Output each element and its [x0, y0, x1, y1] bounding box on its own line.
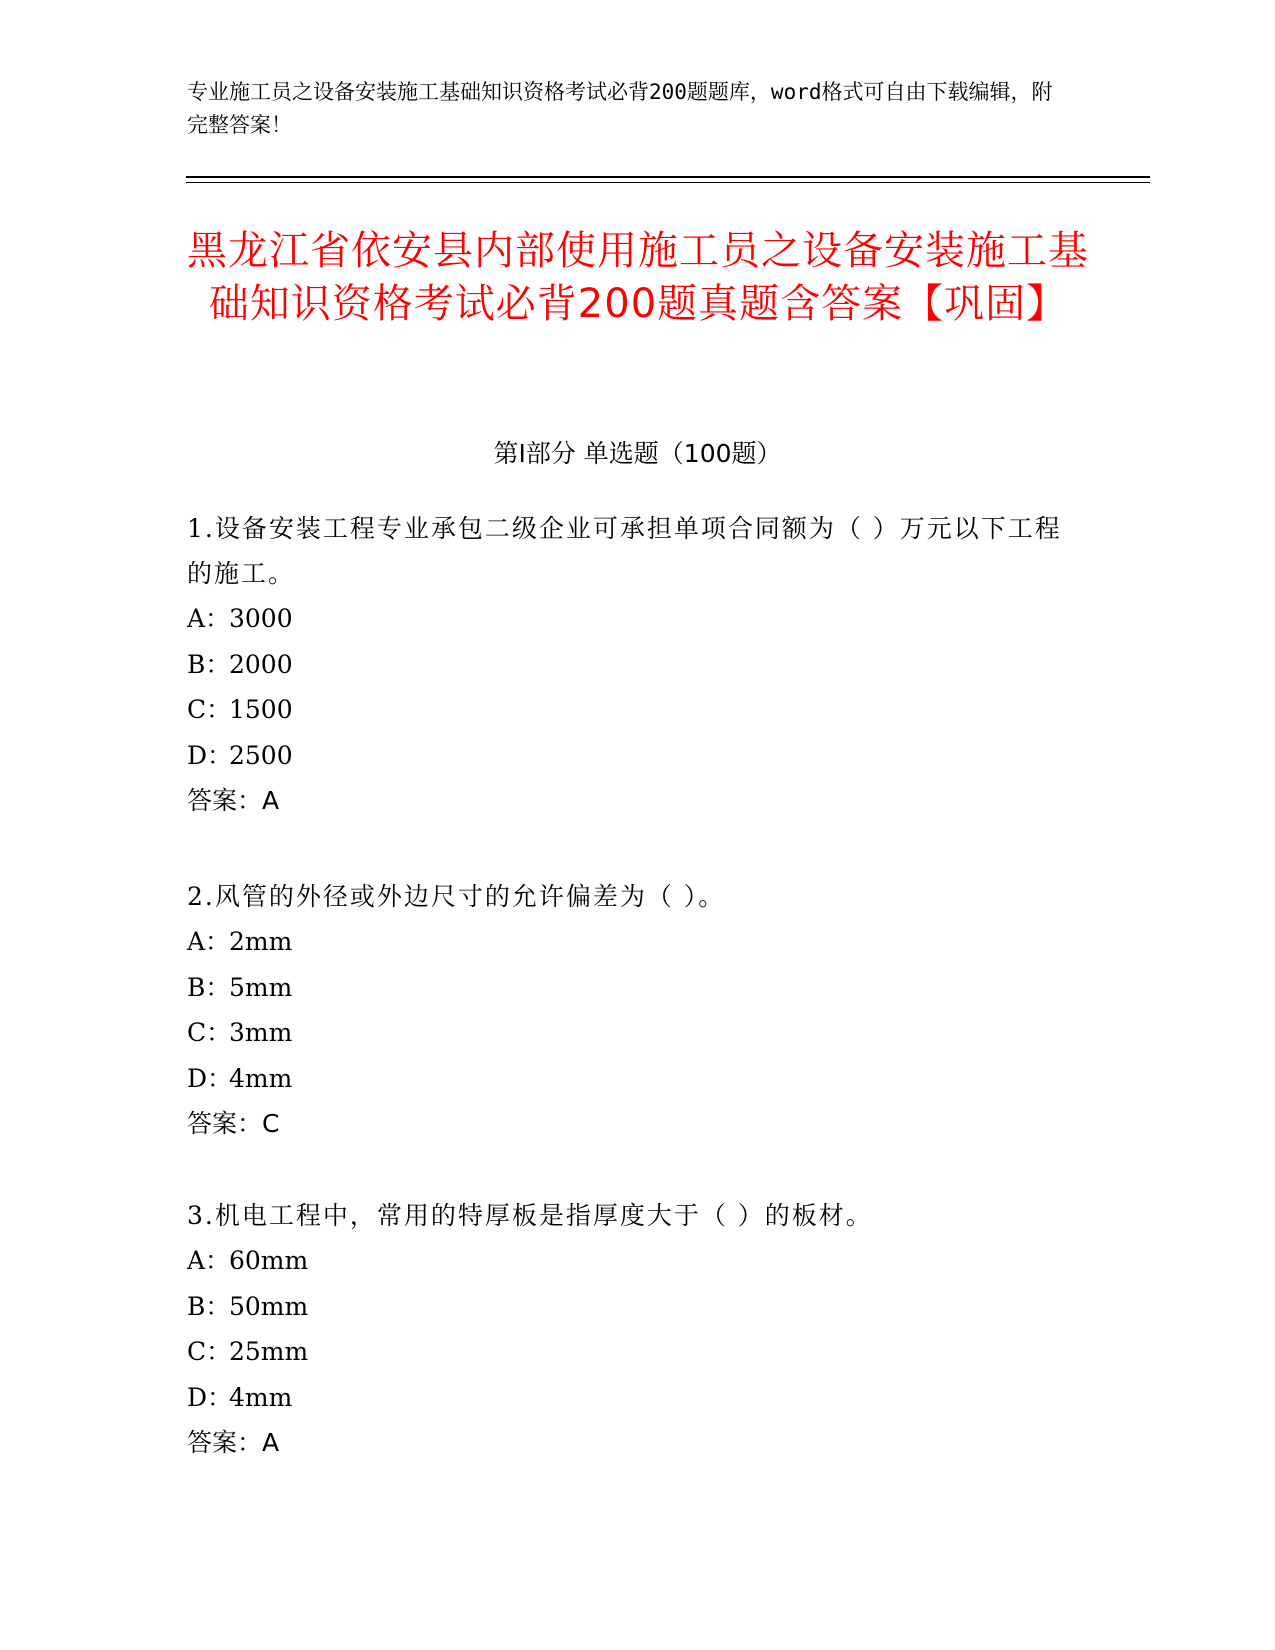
answer: 答案：C [187, 1109, 280, 1138]
option-d [187, 733, 1087, 779]
option-c [187, 1329, 1087, 1375]
header-rule-thin [186, 182, 1150, 183]
option-label: A： [187, 604, 231, 633]
option-value: 3mm [229, 1018, 293, 1047]
option-label: C： [187, 1337, 232, 1366]
question-1 [187, 506, 1087, 823]
option-value: 50mm [229, 1291, 309, 1321]
section-title: 第I部分 单选题（100题） [493, 439, 782, 468]
question-text: 2.风管的外径或外边尺寸的允许偏差为（ ）。 [187, 882, 726, 911]
question-2 [187, 874, 1087, 1146]
option-b [187, 965, 1087, 1011]
option-b [187, 642, 1087, 688]
option-a [187, 1238, 1087, 1284]
option-a [187, 596, 1087, 642]
option-label: B： [187, 1291, 231, 1321]
option-label: C： [187, 1018, 232, 1047]
question-3 [187, 1193, 1087, 1465]
option-value: 25mm [229, 1337, 309, 1366]
option-label: A： [187, 927, 231, 956]
option-label: D： [187, 1063, 233, 1093]
option-value: 1500 [229, 695, 293, 724]
option-d [187, 1056, 1087, 1102]
header-note: 专业施工员之设备安装施工基础知识资格考试必背200题题库，word格式可自由下载编辑，附完整答案！ [187, 80, 1053, 137]
option-a [187, 919, 1087, 965]
option-label: D： [187, 1382, 233, 1412]
question-text: 3.机电工程中，常用的特厚板是指厚度大于（ ）的板材。 [187, 1201, 873, 1230]
option-b [187, 1284, 1087, 1330]
option-value: 2000 [229, 649, 293, 679]
option-c [187, 687, 1087, 733]
option-label: B： [187, 649, 231, 679]
option-c [187, 1010, 1087, 1056]
option-label: D： [187, 740, 233, 770]
answer: 答案：A [187, 1428, 280, 1457]
option-label: C： [187, 695, 232, 724]
option-value: 4mm [229, 1382, 293, 1412]
option-value: 4mm [229, 1063, 293, 1093]
option-value: 2500 [229, 740, 293, 770]
answer: 答案：A [187, 786, 280, 815]
question-text: 1.设备安装工程专业承包二级企业可承担单项合同额为（ ）万元以下工程的施工。 [187, 514, 1062, 588]
document-title: 黑龙江省依安县内部使用施工员之设备安装施工基础知识资格考试必背200题真题含答案【巩固】 [187, 228, 1089, 327]
option-value: 60mm [229, 1246, 309, 1275]
option-d [187, 1375, 1087, 1421]
option-value: 2mm [229, 927, 293, 956]
option-label: B： [187, 972, 231, 1002]
option-label: A： [187, 1246, 231, 1275]
option-value: 3000 [229, 604, 293, 633]
header-rule-thick [186, 176, 1150, 178]
option-value: 5mm [229, 972, 293, 1002]
